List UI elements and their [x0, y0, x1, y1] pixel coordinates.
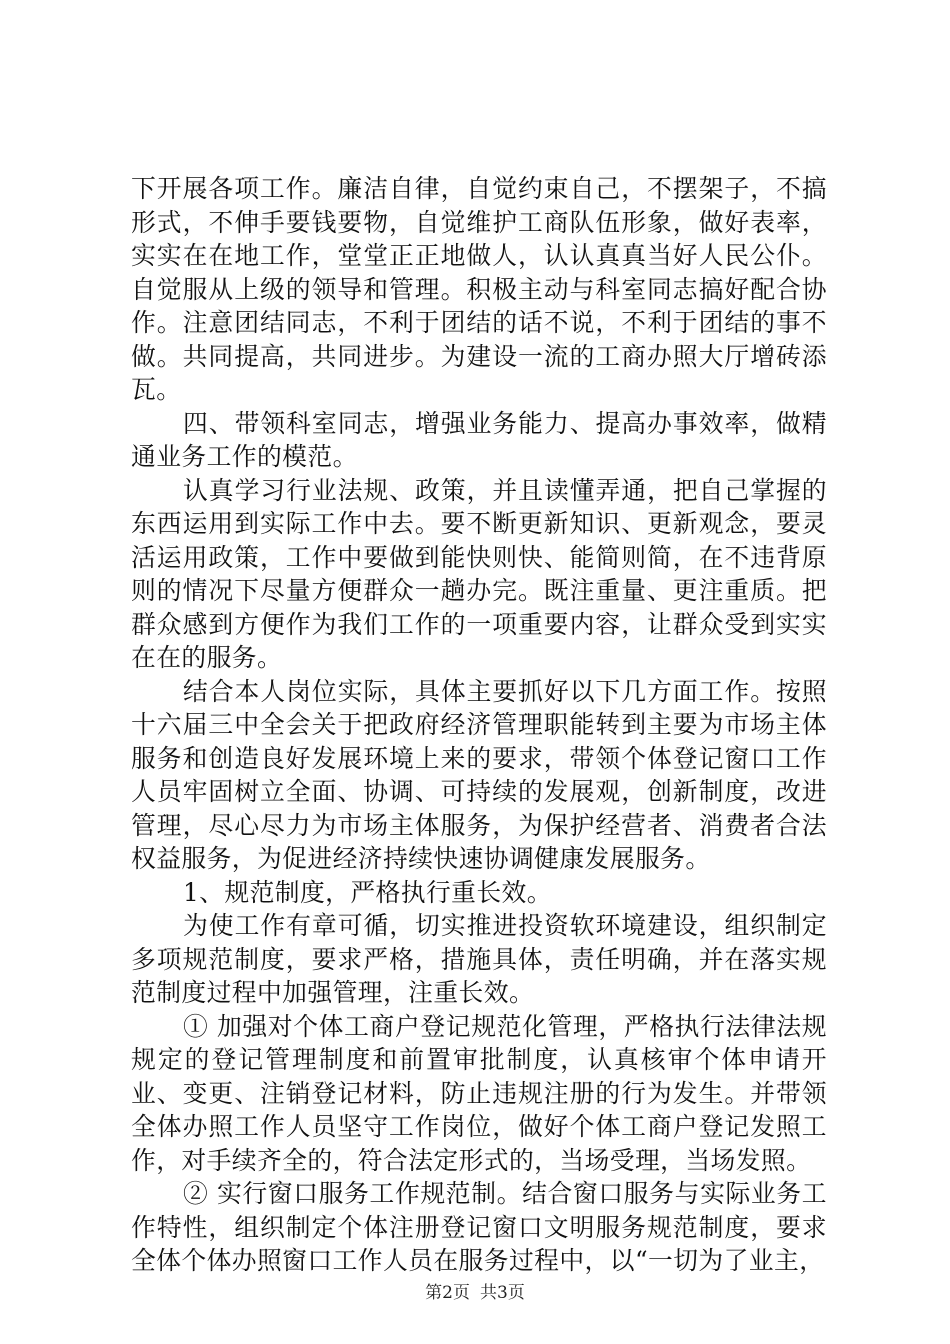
paragraph: 为使工作有章可循，切实推进投资软环境建设，组织制定多项规范制度，要求严格，措施具体，责任明确，并在落实规范制度过程中加强管理，注重长效。 [131, 911, 827, 1007]
page-number: 第2页 [425, 1283, 470, 1303]
document-body [131, 172, 827, 1278]
numbered-item: ① 加强对个体工商户登记规范化管理，严格执行法律法规规定的登记管理制度和前置审批制度，认真核审个体申请开业、变更、注销登记材料，防止违规注册的行为发生。并带领全体办照工作人员坚守工作岗位，做好个体工商户登记发照工作，对手续齐全的，符合法定形式的，当场受理，当场发照。 [131, 1011, 827, 1175]
subsection-heading: 1、规范制度，严格执行重长效。 [183, 877, 552, 907]
numbered-item: ② 实行窗口服务工作规范制。结合窗口服务与实际业务工作特性，组织制定个体注册登记窗口文明服务规范制度，要求全体个体办照窗口工作人员在服务过程中，以“一切为了业主， [131, 1179, 827, 1275]
page-footer [0, 1282, 950, 1304]
paragraph: 认真学习行业法规、政策，并且读懂弄通，把自己掌握的东西运用到实际工作中去。要不断更新知识、更新观念，要灵活运用政策，工作中要做到能快则快、能简则简，在不违背原则的情况下尽量方便群众一趟办完。既注重量、更注重质。把群众感到方便作为我们工作的一项重要内容，让群众受到实实在在的服务。 [131, 475, 827, 672]
page-total: 共3页 [480, 1283, 525, 1303]
paragraph: 结合本人岗位实际，具体主要抓好以下几方面工作。按照十六届三中全会关于把政府经济管理职能转到主要为市场主体服务和创造良好发展环境上来的要求，带领个体登记窗口工作人员牢固树立全面、协调、可持续的发展观，创新制度，改进管理，尽心尽力为市场主体服务，为保护经营者、消费者合法权益服务，为促进经济持续快速协调健康发展服务。 [131, 676, 827, 873]
section-heading: 四、带领科室同志，增强业务能力、提高办事效率，做精通业务工作的模范。 [131, 408, 827, 471]
paragraph: 下开展各项工作。廉洁自律，自觉约束自己，不摆架子，不搞形式，不伸手要钱要物，自觉维护工商队伍形象，做好表率，实实在在地工作，堂堂正正地做人，认认真真当好人民公仆。自觉服从上级的领导和管理。积极主动与科室同志搞好配合协作。注意团结同志，不利于团结的话不说，不利于团结的事不做。共同提高，共同进步。为建设一流的工商办照大厅增砖添瓦。 [131, 174, 827, 404]
